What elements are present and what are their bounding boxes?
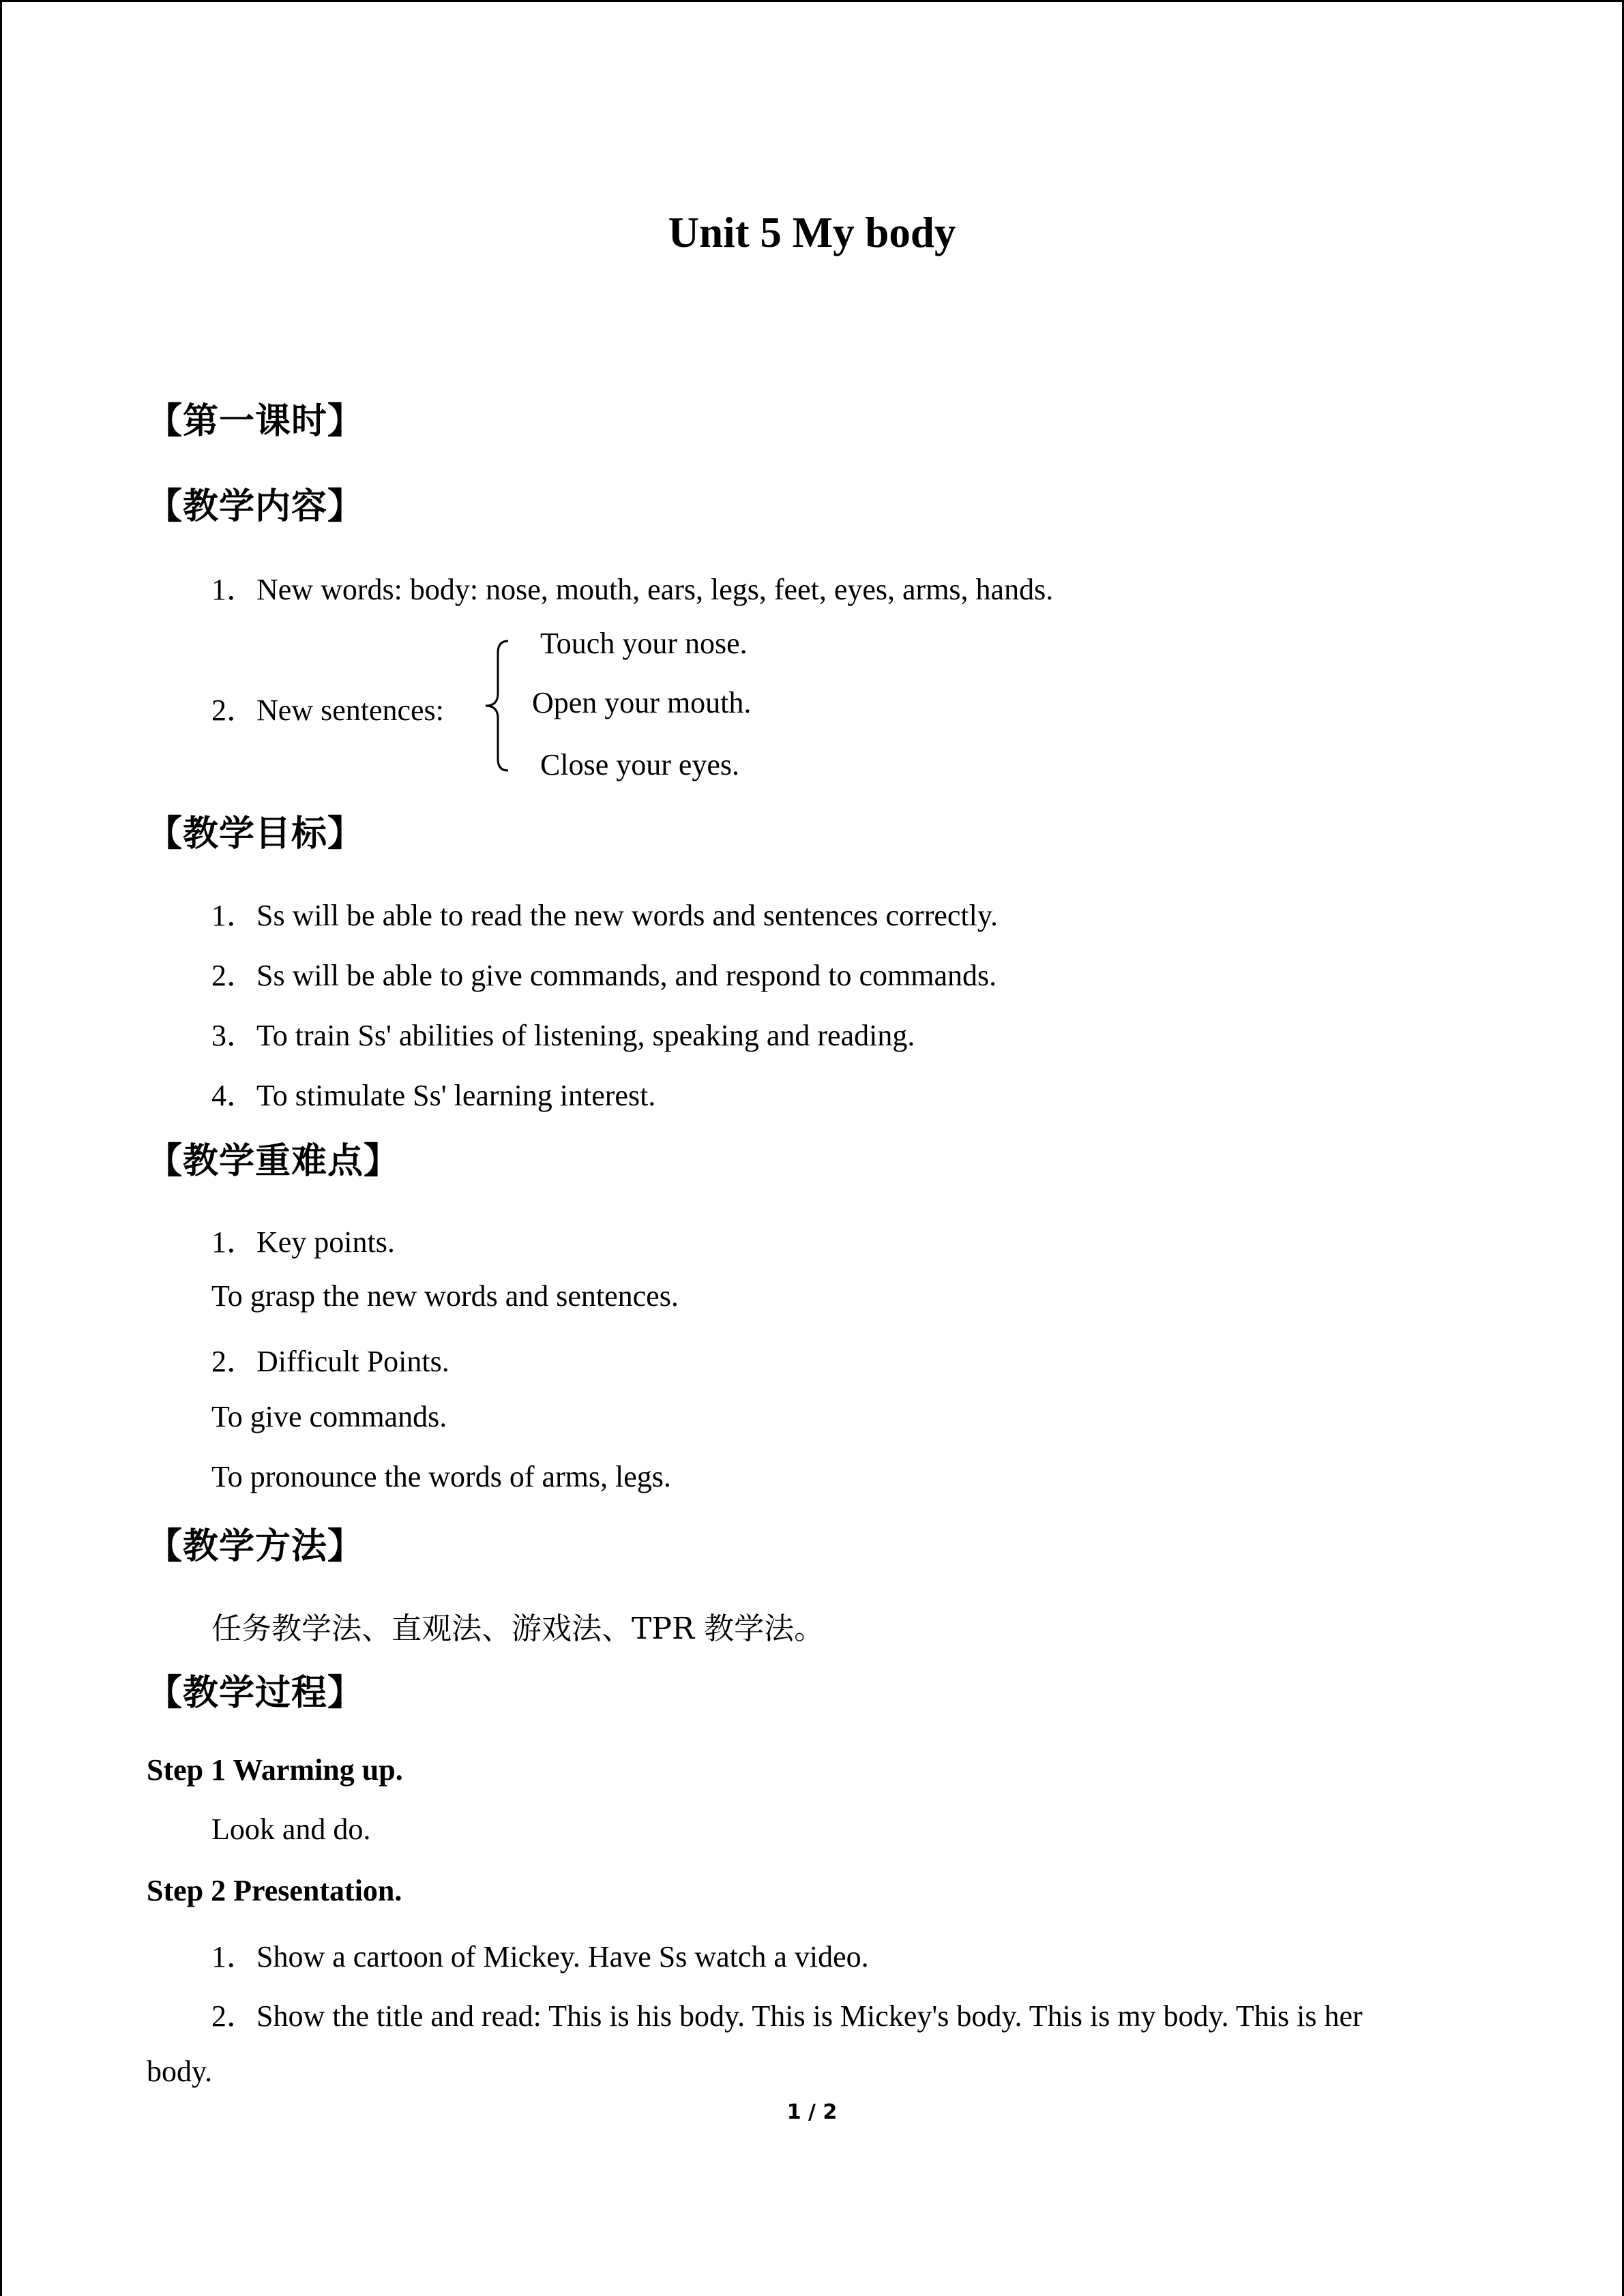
step2-item: 1．Show a cartoon of Mickey. Have Ss watch a video. — [211, 1940, 869, 1973]
step1-title: Step 1 Warming up. — [147, 1753, 403, 1787]
content-item-2: 2．New sentences: — [211, 694, 444, 727]
methods-heading: 【教学方法】 — [147, 1526, 364, 1567]
step2-item: 2．Show the title and read: This is his body. This is Mickey's body. This is my body. This is her — [211, 1999, 1363, 2033]
objective-item: 4．To stimulate Ss' learning interest. — [211, 1079, 656, 1112]
content-heading: 【教学内容】 — [147, 486, 364, 527]
methods-text: 任务教学法、直观法、游戏法、TPR 教学法。 — [211, 1611, 825, 1646]
sentence-2: Open your mouth. — [532, 686, 752, 719]
key-points-heading: 【教学重难点】 — [147, 1141, 400, 1182]
difficult-points-label: 2．Difficult Points. — [211, 1345, 449, 1378]
step1-text: Look and do. — [211, 1813, 371, 1846]
lesson-heading: 【第一课时】 — [147, 401, 364, 442]
objective-item: 2．Ss will be able to give commands, and respond to commands. — [211, 959, 997, 992]
step2-title: Step 2 Presentation. — [147, 1874, 402, 1907]
objectives-heading: 【教学目标】 — [147, 814, 364, 854]
sentence-1: Touch your nose. — [540, 627, 748, 660]
step2-item-continuation: body. — [147, 2055, 213, 2088]
objective-item: 3．To train Ss' abilities of listening, speaking and reading. — [211, 1019, 915, 1052]
page-title: Unit 5 My body — [668, 209, 956, 256]
difficult-points-text: To give commands. — [211, 1400, 447, 1433]
key-points-label: 1．Key points. — [211, 1225, 395, 1259]
process-heading: 【教学过程】 — [147, 1673, 364, 1714]
sentences-brace — [477, 638, 512, 774]
content-item-1: 1．New words: body: nose, mouth, ears, legs, feet, eyes, arms, hands. — [211, 573, 1054, 606]
key-points-text: To grasp the new words and sentences. — [211, 1279, 679, 1313]
objective-item: 1．Ss will be able to read the new words and sentences correctly. — [211, 899, 999, 932]
sentence-3: Close your eyes. — [540, 748, 740, 781]
page-number: 1 / 2 — [786, 2100, 838, 2124]
difficult-points-text: To pronounce the words of arms, legs. — [211, 1460, 671, 1493]
